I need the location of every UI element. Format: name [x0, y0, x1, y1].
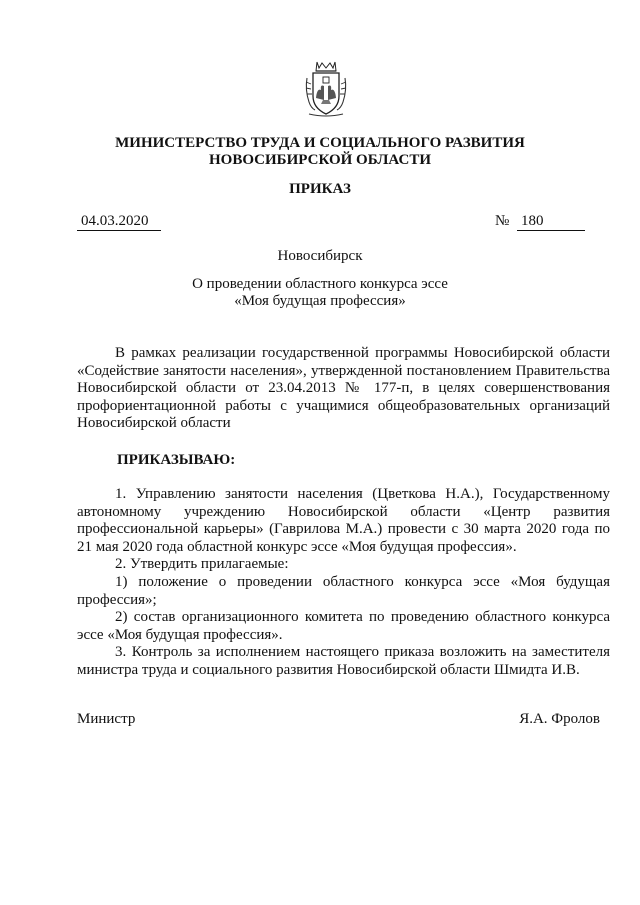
number-sign: № — [495, 213, 510, 229]
document-date: 04.03.2020 — [77, 212, 161, 231]
order-item-3: 3. Контроль за исполнением настоящего приказа возложить на заместителя министра труда и социального развития Новосибирской области Шмидта И.В. — [77, 644, 610, 678]
order-item-1: 1. Управлению занятости населения (Цветкова Н.А.), Государственному автономному учреждению Новосибирской области «Центр развития профессиональной карьеры» (Гаврилова М.А.) провести с 30 марта 2020 года по 21 мая 2020 года областной конкурс эссе «Моя будущая профессия». — [77, 486, 610, 555]
intro-paragraph: В рамках реализации государственной программы Новосибирской области «Содействие занятости населения», утвержденной постановлением Правительства Новосибирской области от 23.04.2013 № 177-п, в целях совершенствования профориентационной работы с учащимися общеобразовательных организаций Новосибирской области — [77, 345, 610, 431]
order-item-2-sub-2: 2) состав организационного комитета по проведению областного конкурса эссе «Моя будущая профессия». — [77, 609, 610, 643]
document-number: 180 — [517, 212, 585, 231]
ministry-name-line2: НОВОСИБИРСКОЙ ОБЛАСТИ — [208, 152, 432, 168]
order-item-2: 2. Утвердить прилагаемые: — [115, 556, 289, 572]
document-subject-line1: О проведении областного конкурса эссе — [192, 276, 448, 292]
document-subject-line2: «Моя будущая профессия» — [234, 293, 406, 309]
order-item-2-sub-1: 1) положение о проведении областного конкурса эссе «Моя будущая профессия»; — [77, 574, 610, 608]
signatory-title: Министр — [77, 711, 136, 727]
order-heading: ПРИКАЗЫВАЮ: — [117, 452, 236, 468]
signatory-name: Я.А. Фролов — [519, 711, 600, 727]
document-type: ПРИКАЗ — [289, 181, 351, 197]
coat-of-arms-icon — [303, 60, 349, 118]
document-city: Новосибирск — [277, 248, 363, 264]
ministry-name-line1: МИНИСТЕРСТВО ТРУДА И СОЦИАЛЬНОГО РАЗВИТИЯ — [115, 135, 525, 151]
